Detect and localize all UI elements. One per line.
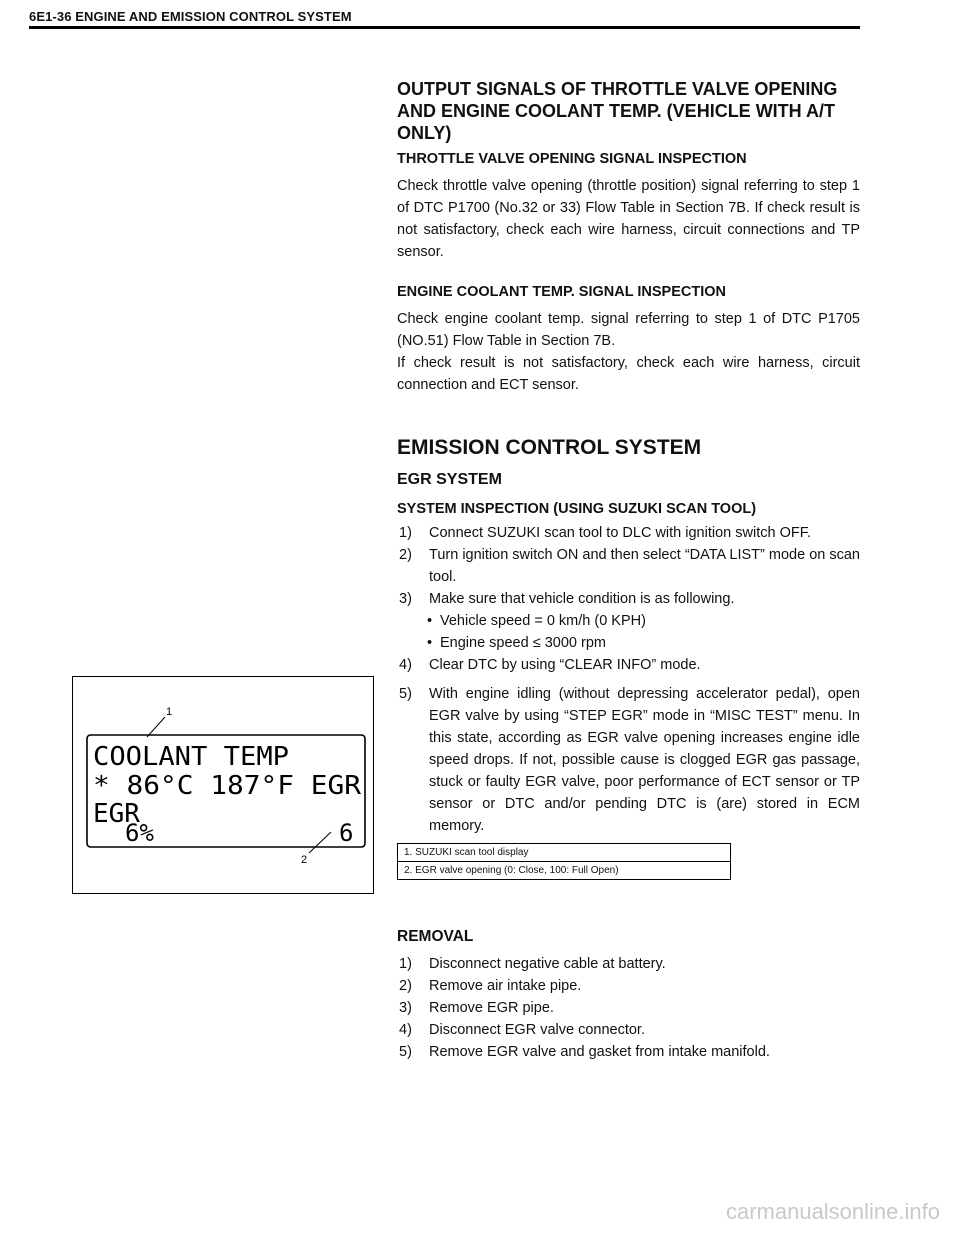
removal-section bbox=[397, 928, 860, 946]
step-text: Remove EGR valve and gasket from intake manifold. bbox=[429, 1044, 770, 1060]
step-number: 1) bbox=[399, 956, 412, 972]
coolant-inspection bbox=[397, 283, 860, 396]
callout-line-2 bbox=[309, 832, 331, 853]
table-row bbox=[398, 844, 731, 862]
list-item bbox=[397, 522, 860, 544]
inspection-steps bbox=[397, 522, 860, 676]
scan-tool-figure bbox=[72, 676, 374, 894]
step-number: 3) bbox=[399, 591, 412, 607]
throttle-heading: THROTTLE VALVE OPENING SIGNAL INSPECTION bbox=[397, 151, 747, 167]
callout-2: 2 bbox=[301, 854, 308, 866]
list-item bbox=[397, 975, 860, 997]
display-egr-percent: 6% bbox=[125, 819, 154, 847]
step-text: With engine idling (without depressing accelerator pedal), open EGR valve by using “STEP EGR” mode in “MISC TEST” menu. In this state, according as EGR valve opening increases engine idle speed drops. If not, possible cause is clogged EGR gas passage, stuck or faulty EGR valve, poor performance of ECT sensor or TP sensor or DTC and/or pending DTC is (are) stored in ECM memory. bbox=[429, 686, 860, 834]
emission-section bbox=[397, 436, 860, 460]
step-text: Disconnect EGR valve connector. bbox=[429, 1022, 645, 1038]
list-item bbox=[397, 1019, 860, 1041]
table-row bbox=[398, 862, 731, 880]
bullet-dot: • bbox=[427, 613, 433, 629]
bullet-dot: • bbox=[427, 635, 433, 651]
bullet-text: Vehicle speed = 0 km/h (0 KPH) bbox=[440, 613, 646, 629]
list-item bbox=[397, 997, 860, 1019]
list-item bbox=[397, 683, 860, 837]
header-title: 6E1-36 ENGINE AND EMISSION CONTROL SYSTEM bbox=[29, 9, 352, 24]
egr-section bbox=[397, 470, 860, 490]
step-number: 2) bbox=[399, 547, 412, 563]
coolant-text-1: Check engine coolant temp. signal referring to step 1 of DTC P1705 (NO.51) Flow Table in Section 7B. bbox=[397, 311, 860, 349]
removal-heading: REMOVAL bbox=[397, 928, 474, 945]
legend-item-1: 1. SUZUKI scan tool display bbox=[398, 844, 731, 862]
display-egr-value: 6 bbox=[339, 819, 354, 847]
step-number: 2) bbox=[399, 978, 412, 994]
emission-title: EMISSION CONTROL SYSTEM bbox=[397, 436, 702, 459]
list-item bbox=[397, 588, 860, 610]
removal-steps bbox=[397, 953, 860, 1063]
inspection-step-5 bbox=[397, 683, 860, 837]
bullet-item bbox=[397, 610, 860, 632]
display-line-1: COOLANT TEMP bbox=[93, 742, 289, 772]
scan-tool-display-illustration bbox=[73, 677, 373, 893]
page-header bbox=[29, 9, 860, 24]
header-rule bbox=[29, 26, 860, 29]
step-number: 4) bbox=[399, 657, 412, 673]
step-text: Remove air intake pipe. bbox=[429, 978, 582, 994]
display-line-3: EGR bbox=[93, 799, 140, 829]
bullet-text: Engine speed ≤ 3000 rpm bbox=[440, 635, 606, 651]
coolant-heading: ENGINE COOLANT TEMP. SIGNAL INSPECTION bbox=[397, 284, 726, 300]
step-text: Connect SUZUKI scan tool to DLC with ignition switch OFF. bbox=[429, 525, 811, 541]
coolant-text-2: If check result is not satisfactory, check each wire harness, circuit connection and ECT sensor. bbox=[397, 355, 860, 393]
callout-line-1 bbox=[147, 717, 165, 737]
egr-title: EGR SYSTEM bbox=[397, 471, 502, 488]
list-item bbox=[397, 654, 860, 676]
step-number: 3) bbox=[399, 1000, 412, 1016]
watermark: carmanualsonline.info bbox=[725, 1199, 940, 1224]
step-text: Clear DTC by using “CLEAR INFO” mode. bbox=[429, 657, 701, 673]
bullet-item bbox=[397, 632, 860, 654]
list-item bbox=[397, 1041, 860, 1063]
step-text: Make sure that vehicle condition is as following. bbox=[429, 591, 735, 607]
step-text: Remove EGR pipe. bbox=[429, 1000, 554, 1016]
step-number: 1) bbox=[399, 525, 412, 541]
step-number: 5) bbox=[399, 1044, 412, 1060]
list-item bbox=[397, 544, 860, 588]
figure-legend bbox=[397, 843, 731, 880]
step-text: Disconnect negative cable at battery. bbox=[429, 956, 666, 972]
display-line-2: * 86°C 187°F EGR bbox=[93, 771, 362, 801]
inspection-section bbox=[397, 500, 860, 518]
step-number: 4) bbox=[399, 1022, 412, 1038]
callout-1: 1 bbox=[166, 706, 173, 718]
throttle-text: Check throttle valve opening (throttle position) signal referring to step 1 of DTC P1700 (No.32 or 33) Flow Table in Section 7B. If check result is not satisfactory, check each wire harness, circuit connections and TP sensor. bbox=[397, 178, 860, 260]
step-number: 5) bbox=[399, 686, 412, 702]
output-signals-section bbox=[397, 78, 860, 144]
list-item bbox=[397, 953, 860, 975]
inspection-heading: SYSTEM INSPECTION (USING SUZUKI SCAN TOOL) bbox=[397, 501, 757, 517]
legend-item-2: 2. EGR valve opening (0: Close, 100: Full Open) bbox=[398, 862, 731, 880]
throttle-inspection bbox=[397, 150, 860, 263]
output-signals-title: OUTPUT SIGNALS OF THROTTLE VALVE OPENING AND ENGINE COOLANT TEMP. (VEHICLE WITH A/T ONLY) bbox=[397, 79, 838, 143]
step-text: Turn ignition switch ON and then select “DATA LIST” mode on scan tool. bbox=[429, 547, 860, 585]
